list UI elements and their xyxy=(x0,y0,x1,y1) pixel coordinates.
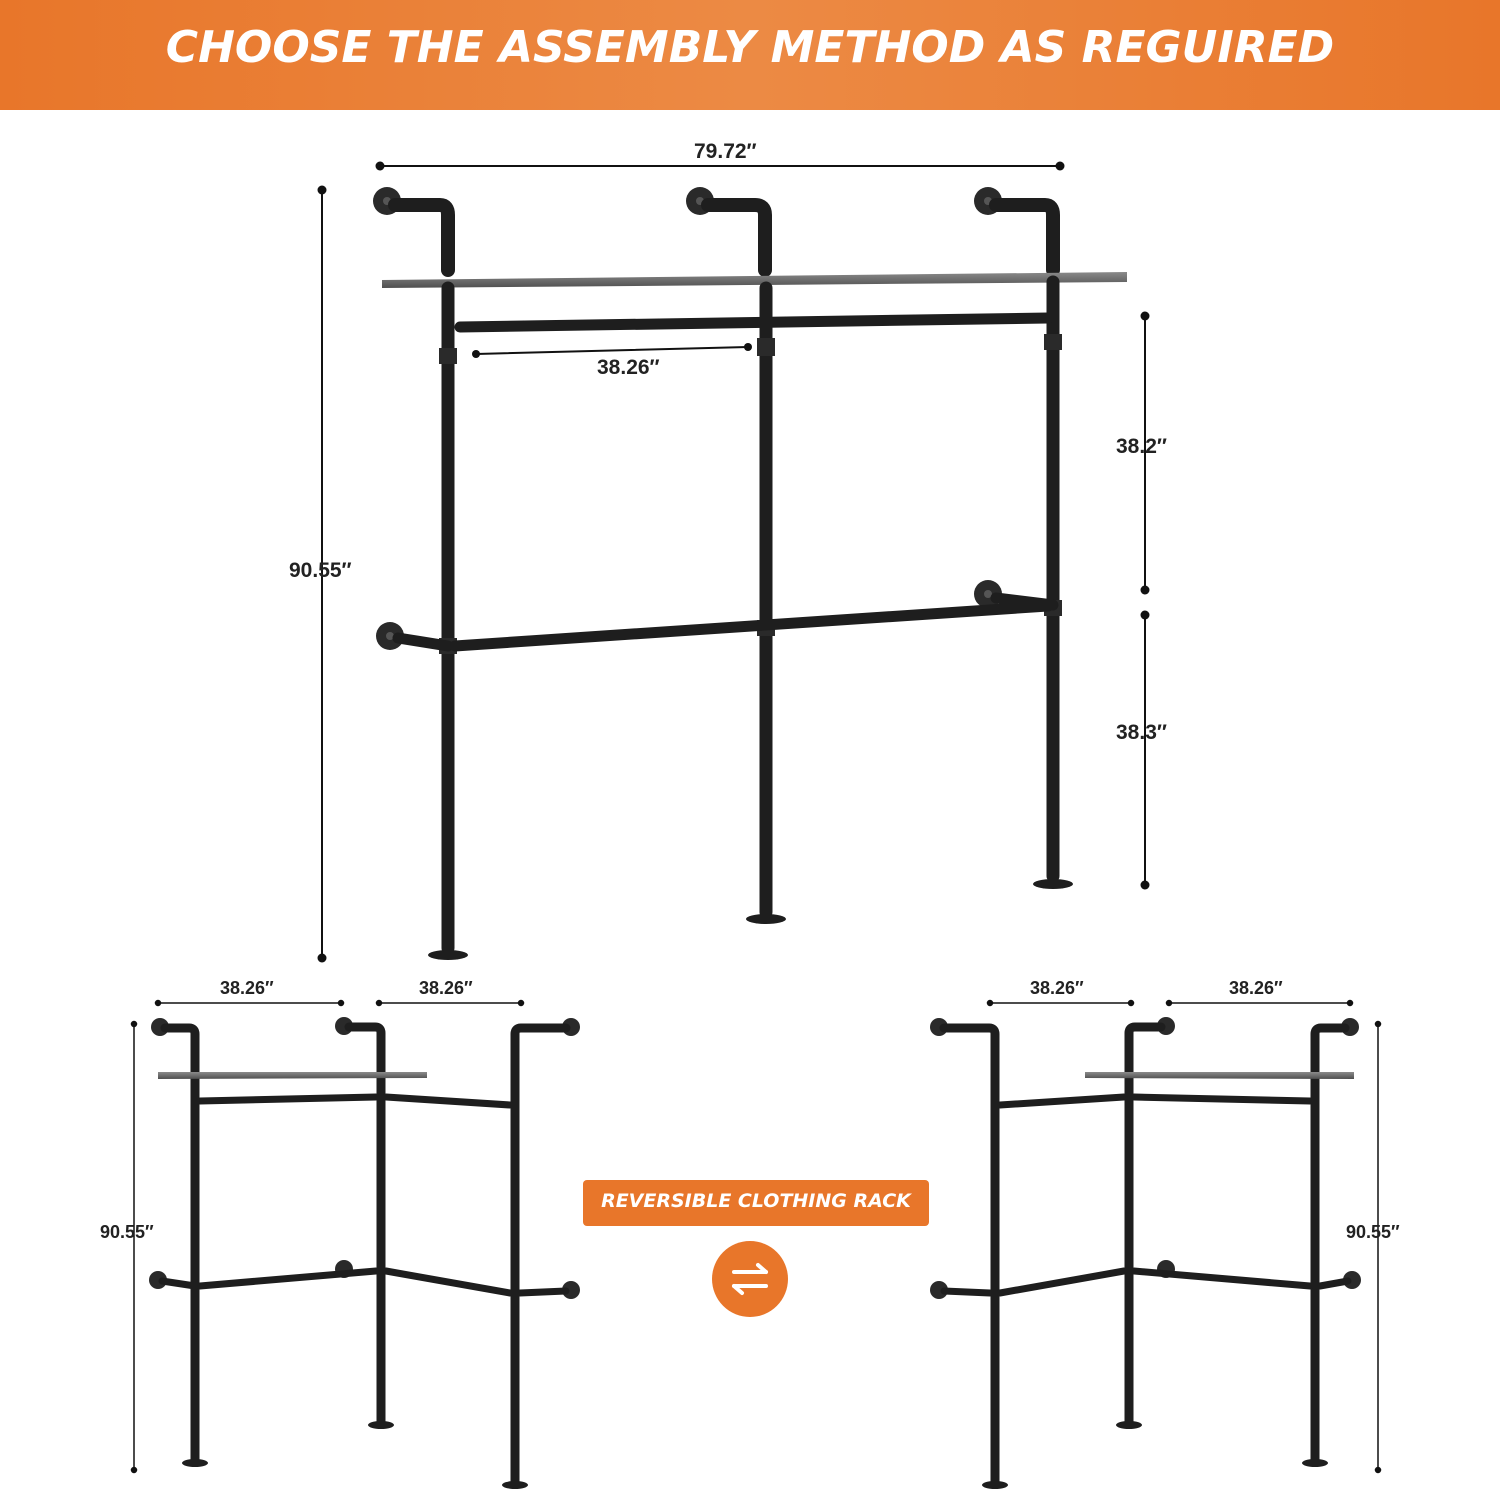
left-corner-rack xyxy=(132,1001,581,1490)
left-span-dimension-lines xyxy=(156,1001,524,1006)
main-wood-shelf xyxy=(382,272,1127,288)
reversible-badge xyxy=(583,1180,929,1226)
main-height-label: 90.55″ xyxy=(289,559,352,582)
left-floor-flanges xyxy=(182,1421,528,1489)
top-elbow-pipes xyxy=(395,205,1053,270)
right-span-dimension-lines xyxy=(988,1001,1353,1006)
main-bottom-hanging-rail xyxy=(376,580,1053,650)
left-wood-shelf xyxy=(158,1072,427,1079)
left-height-dimension-line xyxy=(132,1022,137,1473)
right-corner-rack xyxy=(930,1001,1381,1490)
right-floor-flanges xyxy=(982,1421,1328,1489)
left-span-left-label: 38.26″ xyxy=(220,978,274,998)
right-wood-shelf xyxy=(1085,1072,1354,1079)
left-height-label: 90.55″ xyxy=(100,1222,154,1242)
main-lower-section-dimension-line xyxy=(1141,611,1150,890)
main-rack xyxy=(318,162,1150,963)
main-width-label: 79.72″ xyxy=(694,140,757,163)
left-span-right-label: 38.26″ xyxy=(419,978,473,998)
reversible-badge-label: REVERSIBLE CLOTHING RACK xyxy=(601,1190,911,1212)
main-floor-flanges xyxy=(428,879,1073,960)
main-top-hanging-rail xyxy=(460,318,1048,327)
banner-title: CHOOSE THE ASSEMBLY METHOD AS REGUIRED xyxy=(165,22,1335,73)
right-span-right-label: 38.26″ xyxy=(1229,978,1283,998)
right-height-label: 90.55″ xyxy=(1346,1222,1400,1242)
right-span-left-label: 38.26″ xyxy=(1030,978,1084,998)
right-pipes xyxy=(944,1027,1348,1482)
main-lower-section-label: 38.3″ xyxy=(1116,721,1167,744)
top-wall-flanges xyxy=(373,187,1002,215)
main-rail-span-label: 38.26″ xyxy=(597,356,660,379)
main-upper-section-label: 38.2″ xyxy=(1116,435,1167,458)
swap-arrows-icon xyxy=(712,1241,788,1317)
right-height-dimension-line xyxy=(1376,1022,1381,1473)
left-pipes xyxy=(162,1027,566,1482)
